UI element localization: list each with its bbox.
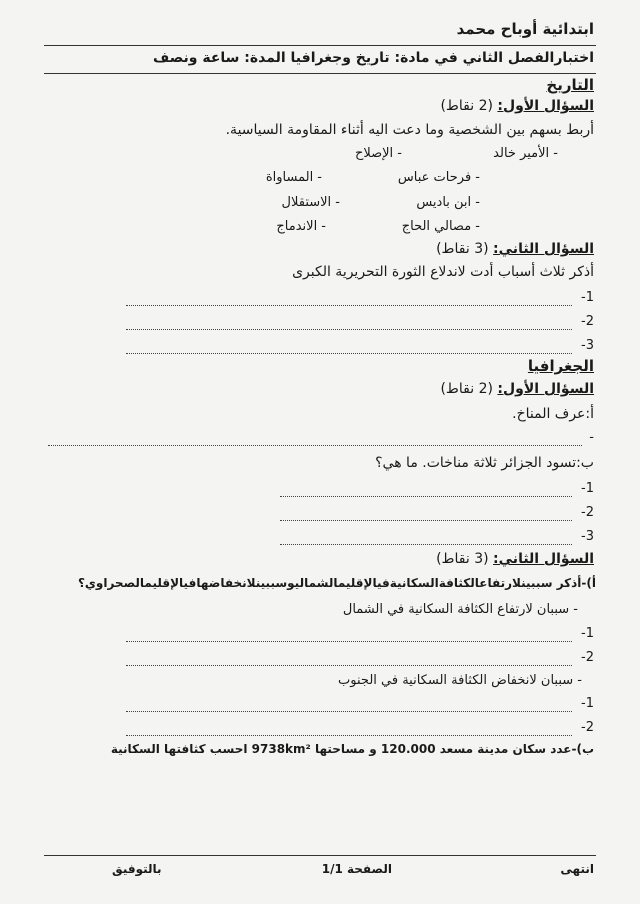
answer-line[interactable] — [126, 665, 572, 666]
geo-q2-heading — [436, 551, 594, 567]
geo-q2-points: (3 نقاط) — [436, 551, 489, 567]
answer-line[interactable] — [280, 520, 572, 521]
geo-north-heading: - سببان لارتفاع الكثافة السكانية في الشمال — [342, 602, 578, 617]
history-title: التاريخ — [546, 76, 594, 94]
cause-item: - الاستقلال — [281, 195, 340, 210]
footer-wish: بالتوفيق — [112, 862, 162, 876]
answer-line[interactable] — [48, 445, 582, 446]
history-q2-points: (3 نقاط) — [436, 241, 489, 257]
person-item: - ابن باديس — [416, 195, 480, 210]
cause-item: - المساواة — [265, 170, 322, 185]
answer-line[interactable] — [126, 329, 572, 330]
answer-line[interactable] — [126, 353, 572, 354]
person-item: - مصالي الحاج — [401, 219, 480, 234]
person-item: - فرحات عباس — [397, 170, 480, 185]
geo-q2-title: السؤال الثاني: — [493, 551, 594, 567]
history-q1-heading — [440, 98, 594, 114]
history-q2-prompt: أذكر ثلاث أسباب أدت لاندلاع الثورة التحريرية الكبرى — [292, 264, 594, 280]
answer-number: 3- — [581, 529, 594, 544]
geo-q1a-prompt: أ:عرف المناخ. — [512, 406, 594, 422]
geo-q1-points: (2 نقاط) — [440, 381, 493, 397]
answer-line[interactable] — [126, 711, 572, 712]
geo-q2b-prompt: ب)-عدد سكان مدينة مسعد 120.000 و مساحتها 9738km² احسب كثافتها السكانية — [110, 742, 594, 756]
history-q1-prompt: أربط بسهم بين الشخصية وما دعت اليه أثناء المقاومة السياسية. — [225, 122, 594, 138]
school-name: ابتدائية أوباح محمد — [456, 20, 594, 38]
footer-end: انتهى — [560, 862, 594, 876]
footer-page: الصفحة 1/1 — [321, 862, 392, 876]
answer-number: 1- — [581, 481, 594, 496]
cause-item: - الاندماج — [276, 219, 326, 234]
header-divider — [44, 45, 596, 46]
answer-number: 1- — [581, 626, 594, 641]
geo-q2a-prompt: أ)-أذكر سببينلارتفاعالكثافةالسكانيةفيالإقليمالشماليوسببينلانخفاضهافيالإقليمالصحراوي؟ — [77, 576, 596, 590]
answer-number: 2- — [581, 720, 594, 735]
history-q2-heading — [436, 241, 594, 257]
answer-number: 2- — [581, 650, 594, 665]
geo-q1-heading — [440, 381, 594, 397]
history-q2-title: السؤال الثاني: — [493, 241, 594, 257]
answer-line[interactable] — [280, 544, 572, 545]
answer-number: 1- — [581, 696, 594, 711]
answer-line[interactable] — [126, 735, 572, 736]
exam-title: اختبارالفصل الثاني في مادة: تاريخ وجغرافيا المدة: ساعة ونصف — [153, 50, 594, 66]
cause-item: - الإصلاح — [354, 146, 402, 161]
answer-line[interactable] — [280, 496, 572, 497]
footer-divider — [44, 855, 596, 856]
answer-number: 2- — [581, 505, 594, 520]
answer-dash: - — [589, 430, 594, 445]
geo-south-heading: - سببان لانخفاض الكثافة السكانية في الجنوب — [338, 673, 582, 688]
answer-number: 2- — [581, 314, 594, 329]
geography-title: الجغرافيا — [527, 357, 594, 375]
answer-line[interactable] — [126, 305, 572, 306]
person-item: - الأمير خالد — [493, 146, 558, 161]
header-divider-2 — [44, 73, 596, 74]
geo-q1-title: السؤال الأول: — [497, 381, 594, 397]
answer-line[interactable] — [126, 641, 572, 642]
geo-q1b-prompt: ب:تسود الجزائر ثلاثة مناخات. ما هي؟ — [375, 455, 594, 471]
history-q1-title: السؤال الأول: — [497, 98, 594, 114]
answer-number: 1- — [581, 290, 594, 305]
history-q1-points: (2 نقاط) — [440, 98, 493, 114]
answer-number: 3- — [581, 338, 594, 353]
